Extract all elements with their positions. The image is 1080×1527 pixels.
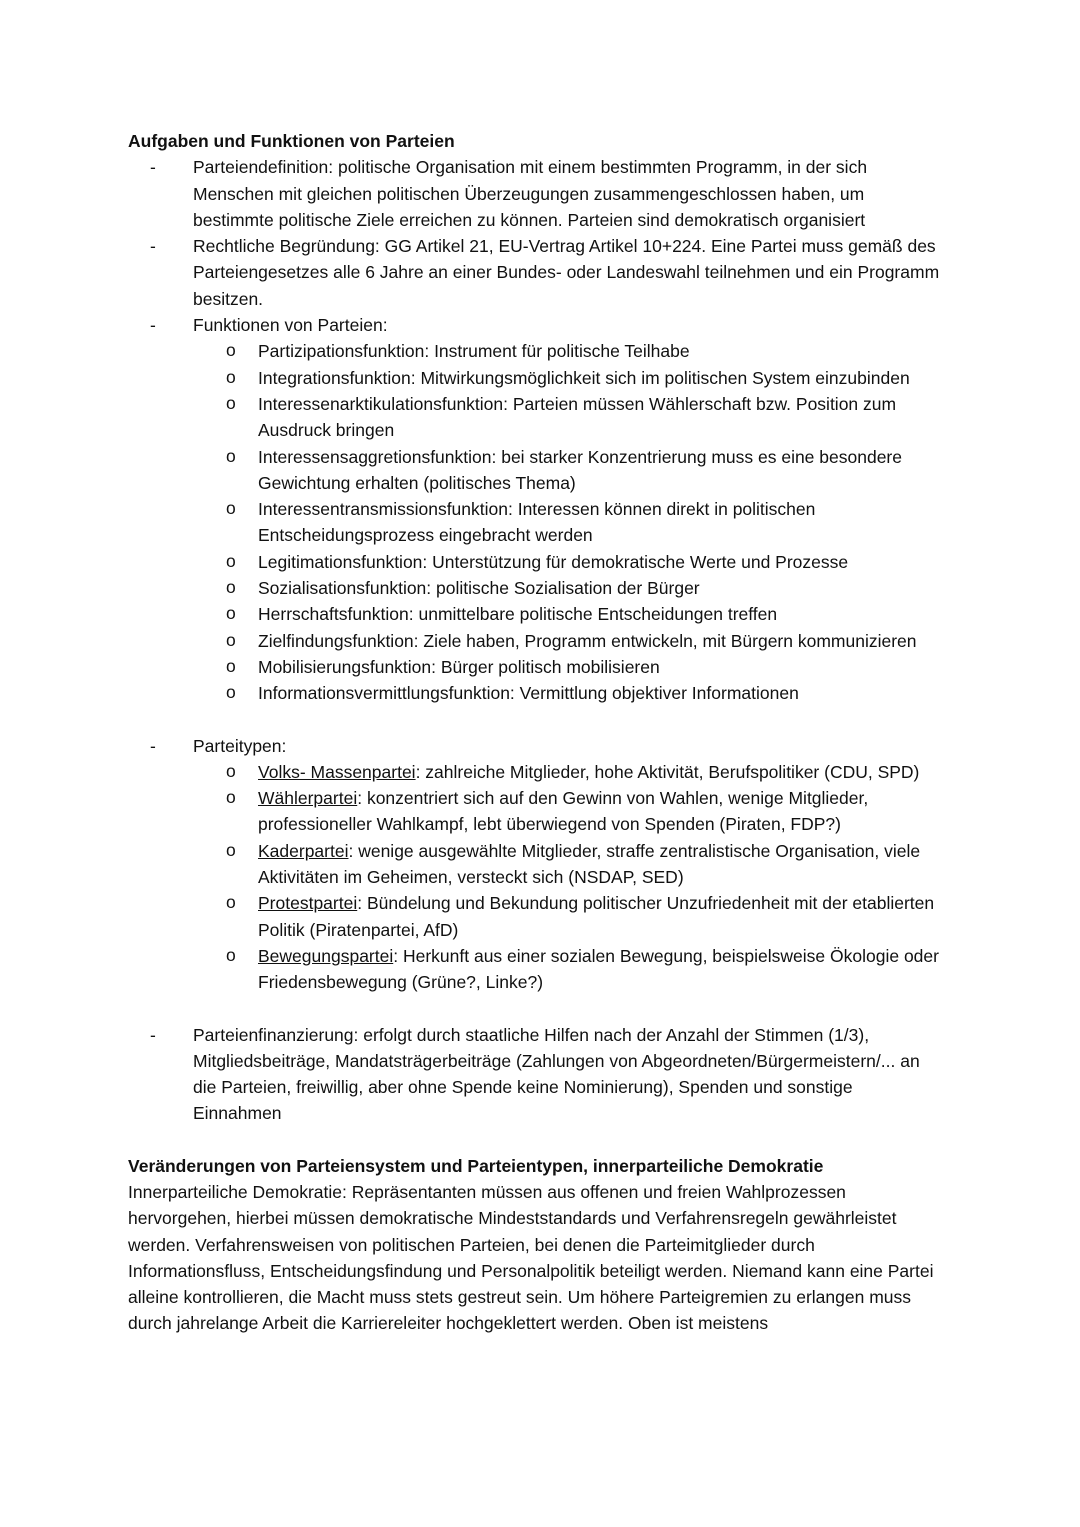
function-item: o Herrschaftsfunktion: unmittelbare politische Entscheidungen treffen [193, 601, 940, 627]
spacer [193, 707, 940, 733]
main-bullet-list [128, 154, 940, 1126]
bullet-party-types [128, 733, 940, 1022]
function-item: o Informationsvermittlungsfunktion: Vermittlung objektiver Informationen [193, 680, 940, 706]
party-type-term: Protestpartei [258, 893, 358, 914]
function-item: o Interessenarktikulationsfunktion: Parteien müssen Wählerschaft bzw. Position zum Ausdruck bringen [193, 391, 940, 444]
section-changes [128, 1153, 940, 1337]
party-types-list [193, 759, 940, 996]
function-item: o Interessensaggretionsfunktion: bei starker Konzentrierung muss es eine besondere Gewichtung erhalten (politisches Thema) [193, 444, 940, 497]
bullet-functions [128, 312, 940, 732]
section-heading-functions: Aufgaben und Funktionen von Parteien [128, 131, 455, 151]
party-type-term: Bewegungspartei [258, 945, 394, 966]
party-type-item [193, 943, 940, 996]
paragraph-intra-party-democracy: Innerparteiliche Demokratie: Repräsentanten müssen aus offenen und freien Wahlprozessen hervorgehen, hierbei müssen demokratische Mindeststandards und Verfahrensregeln gewährleistet werden. Verfahrensweisen von politischen Parteien, bei denen die Parteimitglieder durch Informationsfluss, Entscheidungsfindung und Personalpolitik beteiligt werden. Niemand kann eine Partei alleine kontrollieren, die Macht muss stets gestreut sein. Um höhere Parteigremien zu erlangen muss durch jahrelange Arbeit die Karriereleiter hochgeklettert werden. Oben ist meistens [128, 1181, 934, 1334]
bullet-financing: - Parteienfinanzierung: erfolgt durch staatliche Hilfen nach der Anzahl der Stimmen (1/3), Mitgliedsbeiträge, Mandatsträgerbeiträge (Zahlungen von Abgeordneten/Bürgermeistern/... an die Parteien, freiwillig, aber ohne Spende keine Nominierung), Spenden und sonstige Einnahmen [128, 1022, 940, 1127]
functions-label: Funktionen von Parteien: [193, 315, 388, 336]
bullet-definition: - Parteiendefinition: politische Organisation mit einem bestimmten Programm, in der sich Menschen mit gleichen politischen Überzeugungen zusammengeschlossen haben, um bestimmte politische Ziele erreichen zu können. Parteien sind demokratisch organisiert [128, 154, 940, 233]
function-item: o Mobilisierungsfunktion: Bürger politisch mobilisieren [193, 654, 940, 680]
bullet-legal: - Rechtliche Begründung: GG Artikel 21, EU-Vertrag Artikel 10+224. Eine Partei muss gemäß des Parteiengesetzes alle 6 Jahre an einer Bundes- oder Landeswahl teilnehmen und ein Programm besitzen. [128, 233, 940, 312]
spacer [193, 996, 940, 1022]
function-item: o Zielfindungsfunktion: Ziele haben, Programm entwickeln, mit Bürgern kommunizieren [193, 628, 940, 654]
party-type-desc: : zahlreiche Mitglieder, hohe Aktivität, Berufspolitiker (CDU, SPD) [415, 761, 920, 782]
party-type-item [193, 838, 940, 891]
function-item: o Interessentransmissionsfunktion: Interessen können direkt in politischen Entscheidungsprozess eingebracht werden [193, 496, 940, 549]
party-type-desc: : Bündelung und Bekundung politischer Unzufriedenheit mit der etablierten Politik (Piratenpartei, AfD) [258, 893, 935, 940]
party-type-term: Kaderpartei [258, 840, 349, 861]
party-type-desc: : wenige ausgewählte Mitglieder, straffe zentralistische Organisation, viele Aktivitäten im Geheimen, versteckt sich (NSDAP, SED) [258, 840, 921, 888]
party-type-term: Wählerpartei [258, 788, 358, 809]
function-item: o Partizipationsfunktion: Instrument für politische Teilhabe [193, 338, 940, 364]
party-type-desc: : Herkunft aus einer sozialen Bewegung, beispielsweise Ökologie oder Friedensbewegung (Grüne?, Linke?) [258, 945, 939, 993]
section-heading-changes: Veränderungen von Parteiensystem und Parteientypen, innerparteiliche Demokratie [128, 1155, 824, 1176]
party-type-term: Volks- Massenpartei [258, 761, 416, 782]
types-label: Parteitypen: [193, 735, 287, 756]
party-type-item [193, 890, 940, 943]
party-type-item [193, 759, 940, 785]
function-item: o Sozialisationsfunktion: politische Sozialisation der Bürger [193, 575, 940, 601]
function-item: o Legitimationsfunktion: Unterstützung für demokratische Werte und Prozesse [193, 549, 940, 575]
party-type-desc: : konzentriert sich auf den Gewinn von Wahlen, wenige Mitglieder, professioneller Wahlkampf, lebt überwiegend von Spenden (Piraten, FDP?) [258, 788, 869, 835]
party-type-item [193, 785, 940, 838]
function-item: o Integrationsfunktion: Mitwirkungsmöglichkeit sich im politischen System einzubinden [193, 365, 940, 391]
functions-list [193, 338, 940, 706]
